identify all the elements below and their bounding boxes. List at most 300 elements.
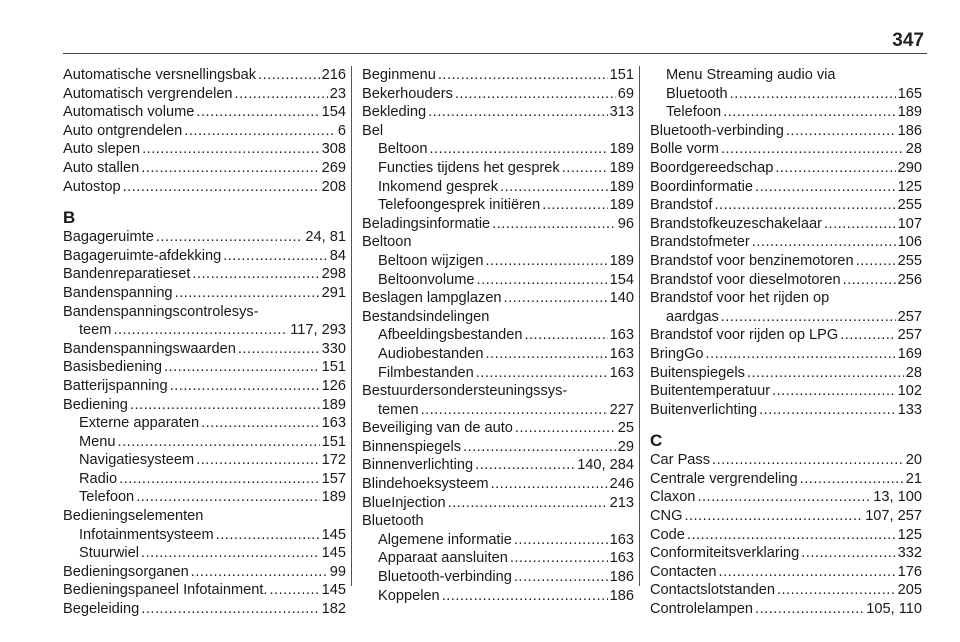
- index-entry-pages: 28: [905, 141, 922, 158]
- index-entry: [650, 159, 922, 178]
- index-entry-name: Bediening: [63, 396, 128, 413]
- index-entry: [362, 364, 634, 383]
- index-entry-pages: 151: [321, 359, 346, 376]
- index-entry-group: [650, 451, 922, 618]
- index-entry: [63, 178, 346, 197]
- index-entry: [63, 85, 346, 104]
- index-entry-group: [362, 66, 634, 122]
- index-entry: [650, 233, 922, 252]
- index-entry-name: Brandstofmeter: [650, 234, 750, 251]
- index-entry-pages: 151: [609, 67, 634, 83]
- index-entry-pages: 105, 110: [866, 601, 922, 618]
- index-entry-name: Beltoonvolume: [378, 271, 475, 288]
- dot-leader: [801, 544, 895, 563]
- index-entry-pages: 176: [897, 563, 922, 580]
- index-heading: Bestandsindelingen: [362, 308, 490, 325]
- index-entry: [63, 581, 346, 600]
- section-letter-b: B: [63, 208, 76, 228]
- index-entry: [362, 215, 634, 234]
- index-entry: [362, 140, 634, 159]
- index-entry: [63, 265, 346, 284]
- index-entry-pages: 182: [321, 601, 346, 618]
- index-entry-name: Audiobestanden: [378, 345, 484, 362]
- index-entry-pages: 186: [897, 122, 922, 139]
- index-entry: [650, 488, 922, 507]
- dot-leader: [475, 456, 575, 475]
- index-entry-name: CNG: [650, 508, 683, 525]
- index-entry-pages: 330: [321, 340, 346, 357]
- dot-leader: [421, 401, 608, 420]
- dot-leader: [223, 247, 328, 266]
- dot-leader: [562, 159, 608, 178]
- dot-leader: [759, 401, 896, 420]
- index-entry: [362, 438, 634, 457]
- index-entry: [362, 289, 634, 308]
- index-entry: [63, 377, 346, 396]
- index-entry-name: Claxon: [650, 489, 696, 506]
- dot-leader: [843, 271, 896, 290]
- index-entry-pages: 163: [609, 531, 634, 548]
- dot-leader: [442, 587, 608, 606]
- index-entry-group: [63, 228, 346, 302]
- index-entry-name: Bandenreparatieset: [63, 266, 191, 283]
- index-entry-name: Beltoon: [378, 141, 428, 158]
- dot-leader: [687, 526, 896, 545]
- index-entry-pages: 163: [609, 327, 634, 344]
- index-entry-pages: 99: [329, 563, 346, 580]
- index-entry: [650, 600, 922, 619]
- index-column-3: [639, 66, 927, 618]
- index-entry: [650, 507, 922, 526]
- index-entry-name: Bestuurdersondersteuningssys-: [362, 383, 568, 400]
- dot-leader: [514, 531, 608, 550]
- dot-leader: [196, 103, 319, 122]
- index-entry: [63, 103, 346, 122]
- dot-leader: [777, 581, 896, 600]
- index-entry: [650, 326, 922, 345]
- dot-leader: [136, 488, 319, 507]
- index-entry-pages: 154: [609, 271, 634, 288]
- index-entry-pages: 255: [897, 197, 922, 214]
- index-entry-pages: 189: [897, 104, 922, 121]
- index-entry-name: Contactslotstanden: [650, 582, 775, 599]
- dot-leader: [856, 252, 896, 271]
- index-entry-name: Automatisch vergrendelen: [63, 85, 233, 102]
- dot-leader: [486, 345, 608, 364]
- dot-leader: [477, 271, 608, 290]
- index-entry: [362, 178, 634, 197]
- index-entry-pages: 157: [321, 470, 346, 487]
- index-entry: [650, 563, 922, 582]
- index-entry-name: Navigatiesysteem: [79, 452, 195, 469]
- index-entry-pages: 126: [321, 377, 346, 394]
- dot-leader: [504, 289, 608, 308]
- dot-leader: [141, 544, 320, 563]
- index-entry-name: Bandenspanningscontrolesys-: [63, 303, 259, 320]
- index-entry: [650, 140, 922, 159]
- index-heading: Bluetooth: [362, 513, 424, 530]
- index-entry-name: Bandenspanningswaarden: [63, 340, 236, 357]
- dot-leader: [721, 140, 904, 159]
- dot-leader: [438, 66, 608, 85]
- index-entry-pages: 102: [897, 383, 922, 400]
- index-entry-pages: 23: [329, 85, 346, 102]
- index-entry: [650, 122, 922, 141]
- index-entry-pages: 154: [321, 104, 346, 121]
- dot-leader: [196, 451, 319, 470]
- dot-leader: [719, 563, 896, 582]
- index-entry-pages: 165: [897, 85, 922, 102]
- index-entry-name: Telefoongesprek initiëren: [378, 197, 541, 214]
- index-entry-name: Binnenspiegels: [362, 438, 461, 455]
- index-entry-name: Externe apparaten: [79, 415, 200, 432]
- index-entry: [650, 401, 922, 420]
- index-column-2: [351, 66, 639, 604]
- dot-leader: [491, 475, 608, 494]
- index-entry: [63, 247, 346, 266]
- index-entry-name: Bluetooth-verbinding: [378, 569, 512, 586]
- index-entry-name: Bekerhouders: [362, 85, 453, 102]
- index-entry: [63, 544, 346, 563]
- dot-leader: [706, 345, 896, 364]
- dot-leader: [142, 140, 320, 159]
- dot-leader: [141, 600, 319, 619]
- index-entry: [63, 433, 346, 452]
- index-entry-name: Beladingsinformatie: [362, 215, 491, 232]
- dot-leader: [130, 396, 320, 415]
- index-entry: [362, 271, 634, 290]
- index-entry-name: Basisbediening: [63, 359, 162, 376]
- dot-leader: [235, 85, 328, 104]
- index-columns: [63, 66, 927, 619]
- index-entry: [650, 215, 922, 234]
- index-entry: [362, 196, 634, 215]
- index-entry-pages: 298: [321, 266, 346, 283]
- index-entry-name: Beltoon wijzigen: [378, 252, 484, 269]
- dot-leader: [730, 85, 896, 104]
- dot-leader: [500, 178, 608, 197]
- index-entry-name: Brandstof voor rijden op LPG: [650, 327, 839, 344]
- dot-leader: [747, 364, 904, 383]
- index-entry-group: [63, 563, 346, 619]
- index-entry-pages: 24, 81: [305, 229, 346, 246]
- index-entry-pages: 125: [897, 178, 922, 195]
- index-entry-group: [650, 122, 922, 289]
- index-entry-pages: 269: [321, 159, 346, 176]
- index-entry-name: BlueInjection: [362, 494, 446, 511]
- index-entry-pages: 107: [897, 215, 922, 232]
- index-entry: [650, 252, 922, 271]
- index-entry-name: Autostop: [63, 178, 121, 195]
- index-entry-pages: 140: [609, 290, 634, 307]
- index-entry-pages: 25: [617, 420, 634, 437]
- index-entry-pages: 133: [897, 401, 922, 418]
- index-entry: [63, 600, 346, 619]
- dot-leader: [184, 122, 336, 141]
- dot-leader: [515, 419, 616, 438]
- index-entry-pages: 69: [617, 85, 634, 102]
- index-entry: [362, 494, 634, 513]
- dot-leader: [697, 488, 871, 507]
- index-entry-name: Koppelen: [378, 587, 440, 604]
- index-entry-group: [63, 526, 346, 563]
- index-entry-name: Bolle vorm: [650, 141, 719, 158]
- dot-leader: [430, 140, 608, 159]
- index-entry-pages: 255: [897, 252, 922, 269]
- index-entry-pages: 163: [609, 550, 634, 567]
- index-entry-name: Radio: [79, 470, 118, 487]
- index-entry: [650, 345, 922, 364]
- index-entry: [63, 340, 346, 359]
- index-entry: [362, 159, 634, 178]
- index-entry-pages: 205: [897, 582, 922, 599]
- index-entry-name: Beginmenu: [362, 67, 436, 83]
- index-entry: [362, 252, 634, 271]
- index-entry-pages: 96: [617, 215, 634, 232]
- index-entry-pages: 332: [897, 545, 922, 562]
- dot-leader: [476, 364, 608, 383]
- dot-leader: [455, 85, 616, 104]
- index-entry-pages: 313: [609, 104, 634, 121]
- index-entry-name: Batterijspanning: [63, 377, 168, 394]
- dot-leader: [800, 470, 904, 489]
- index-entry-name: Auto ontgrendelen: [63, 122, 183, 139]
- dot-leader: [714, 196, 895, 215]
- index-entry: [362, 103, 634, 122]
- index-entry: [63, 526, 346, 545]
- dot-leader: [269, 581, 319, 600]
- index-entry-group: [362, 531, 634, 605]
- index-entry: [63, 140, 346, 159]
- index-entry-pages: 6: [337, 122, 346, 139]
- index-entry-pages: 29: [617, 438, 634, 455]
- index-entry-pages: 169: [897, 345, 922, 362]
- index-entry-pages: 186: [609, 569, 634, 586]
- index-entry-name: Automatische versnellingsbak: [63, 67, 257, 83]
- index-entry-name: Bluetooth-verbinding: [650, 122, 784, 139]
- index-entry: [650, 85, 922, 104]
- index-entry-name: Code: [650, 526, 685, 543]
- dot-leader: [463, 438, 616, 457]
- dot-leader: [118, 433, 320, 452]
- index-entry-name: Buitenverlichting: [650, 401, 758, 418]
- index-entry-name: Brandstof voor dieselmotoren: [650, 271, 841, 288]
- index-entry: [650, 382, 922, 401]
- index-entry-name: Auto stallen: [63, 159, 140, 176]
- dot-leader: [238, 340, 320, 359]
- index-entry-pages: 117, 293: [290, 322, 346, 339]
- index-entry: [63, 414, 346, 433]
- index-entry-pages: 189: [321, 396, 346, 413]
- index-entry: [362, 475, 634, 494]
- dot-leader: [721, 308, 896, 327]
- index-entry: [650, 544, 922, 563]
- dot-leader: [492, 215, 616, 234]
- index-entry: [63, 284, 346, 303]
- index-entry-pages: 189: [609, 252, 634, 269]
- index-entry: [63, 563, 346, 582]
- dot-leader: [428, 103, 608, 122]
- index-entry-name: Conformiteitsverklaring: [650, 545, 800, 562]
- index-entry-pages: 13, 100: [873, 489, 922, 506]
- index-entry: [650, 451, 922, 470]
- dot-leader: [170, 377, 320, 396]
- index-entry: [63, 159, 346, 178]
- index-entry-pages: 189: [609, 141, 634, 158]
- index-heading: Bel: [362, 122, 384, 139]
- index-entry-name: Centrale vergrendeling: [650, 470, 798, 487]
- dot-leader: [840, 326, 895, 345]
- index-entry: [362, 587, 634, 606]
- dot-leader: [156, 228, 304, 247]
- index-entry-pages: 256: [897, 271, 922, 288]
- index-entry: [362, 568, 634, 587]
- index-heading: Beltoon: [362, 234, 412, 251]
- index-entry: [650, 526, 922, 545]
- index-entry-pages: 21: [905, 470, 922, 487]
- index-entry-group: [650, 326, 922, 419]
- index-entry: [362, 401, 634, 420]
- index-entry-pages: 125: [897, 526, 922, 543]
- index-entry: [63, 358, 346, 377]
- index-entry-name: temen: [378, 401, 419, 418]
- index-entry-name: Menu Streaming audio via: [666, 67, 836, 83]
- index-entry-name: Bagageruimte: [63, 229, 154, 246]
- dot-leader: [141, 159, 319, 178]
- index-entry-name: Bagageruimte-afdekking: [63, 247, 222, 264]
- dot-leader: [723, 103, 895, 122]
- dot-leader: [113, 321, 288, 340]
- index-entry: [650, 308, 922, 327]
- index-entry-name: Brandstofkeuzeschakelaar: [650, 215, 822, 232]
- dot-leader: [258, 66, 320, 85]
- index-entry-name: Stuurwiel: [79, 545, 140, 562]
- index-entry: [63, 122, 346, 141]
- dot-leader: [775, 159, 895, 178]
- dot-leader: [712, 451, 904, 470]
- index-entry: [63, 321, 346, 340]
- index-entry-name: Bedieningsorganen: [63, 563, 189, 580]
- page-number: 347: [892, 30, 924, 51]
- index-entry-group: [63, 66, 346, 196]
- index-entry-pages: 257: [897, 308, 922, 325]
- index-entry-group: [63, 414, 346, 507]
- index-entry-group: [362, 419, 634, 512]
- index-entry-name: Blindehoeksysteem: [362, 476, 489, 493]
- index-entry: [650, 178, 922, 197]
- index-entry-name: Inkomend gesprek: [378, 178, 499, 195]
- index-entry-name: Contacten: [650, 563, 717, 580]
- index-entry: [362, 419, 634, 438]
- index-entry-name: Brandstof: [650, 197, 713, 214]
- index-entry-name: Infotainmentsysteem: [79, 526, 214, 543]
- dot-leader: [772, 382, 896, 401]
- index-entry-pages: 227: [609, 401, 634, 418]
- dot-leader: [191, 563, 328, 582]
- dot-leader: [514, 568, 608, 587]
- index-entry-name: Bandenspanning: [63, 284, 173, 301]
- dot-leader: [448, 494, 608, 513]
- index-column-1: [63, 66, 351, 619]
- dot-leader: [752, 233, 896, 252]
- dot-leader: [786, 122, 896, 141]
- dot-leader: [824, 215, 896, 234]
- index-entry-name: Buitenspiegels: [650, 364, 745, 381]
- index-entry: [650, 103, 922, 122]
- index-entry-pages: 151: [321, 433, 346, 450]
- index-entry-pages: 216: [321, 67, 346, 83]
- index-entry: [63, 66, 346, 85]
- header-rule: [63, 53, 927, 54]
- index-entry-name: Filmbestanden: [378, 364, 474, 381]
- index-entry: [362, 345, 634, 364]
- index-entry-pages: 163: [609, 345, 634, 362]
- dot-leader: [755, 178, 896, 197]
- index-entry-name: Auto slepen: [63, 141, 141, 158]
- index-entry-pages: 145: [321, 526, 346, 543]
- index-entry-name: Menu: [79, 433, 116, 450]
- dot-leader: [201, 414, 320, 433]
- dot-leader: [510, 549, 608, 568]
- index-entry-pages: 106: [897, 234, 922, 251]
- index-entry: [63, 451, 346, 470]
- index-entry-pages: 308: [321, 141, 346, 158]
- index-entry-pages: 189: [609, 178, 634, 195]
- index-entry-pages: 28: [905, 364, 922, 381]
- index-entry-pages: 189: [609, 159, 634, 176]
- dot-leader: [175, 284, 320, 303]
- dot-leader: [542, 196, 607, 215]
- dot-leader: [164, 358, 320, 377]
- index-entry-name: Binnenverlichting: [362, 457, 474, 474]
- index-entry-pages: 140, 284: [577, 457, 634, 474]
- index-entry-name: Boordgereedschap: [650, 159, 774, 176]
- index-entry-name: Controlelampen: [650, 601, 754, 618]
- index-entry-pages: 172: [321, 452, 346, 469]
- dot-leader: [684, 507, 863, 526]
- index-entry-pages: 246: [609, 476, 634, 493]
- index-entry: [63, 228, 346, 247]
- index-entry-pages: 290: [897, 159, 922, 176]
- dot-leader: [524, 326, 607, 345]
- index-entry: [63, 488, 346, 507]
- index-entry: [362, 85, 634, 104]
- index-entry-pages: 189: [321, 489, 346, 506]
- index-entry-name: BringGo: [650, 345, 704, 362]
- index-entry-name: Buitentemperatuur: [650, 383, 771, 400]
- index-entry-name: Algemene informatie: [378, 531, 512, 548]
- dot-leader: [216, 526, 320, 545]
- index-entry-name: aardgas: [666, 308, 719, 325]
- index-entry-name: Beveiliging van de auto: [362, 420, 513, 437]
- index-entry-name: Functies tijdens het gesprek: [378, 159, 560, 176]
- index-entry-name: Boordinformatie: [650, 178, 754, 195]
- index-entry-pages: 257: [897, 327, 922, 344]
- index-entry-name: Beslagen lampglazen: [362, 290, 502, 307]
- index-entry-pages: 145: [321, 582, 346, 599]
- index-entry-pages: 107, 257: [865, 508, 922, 525]
- index-entry-pages: 189: [609, 197, 634, 214]
- index-entry: [362, 326, 634, 345]
- index-entry: [362, 531, 634, 550]
- dot-leader: [192, 265, 319, 284]
- index-entry-pages: 84: [329, 247, 346, 264]
- dot-leader: [123, 178, 320, 197]
- index-entry-pages: 208: [321, 178, 346, 195]
- index-entry-group: [63, 340, 346, 414]
- section-letter-c: C: [650, 431, 663, 451]
- dot-leader: [119, 470, 320, 489]
